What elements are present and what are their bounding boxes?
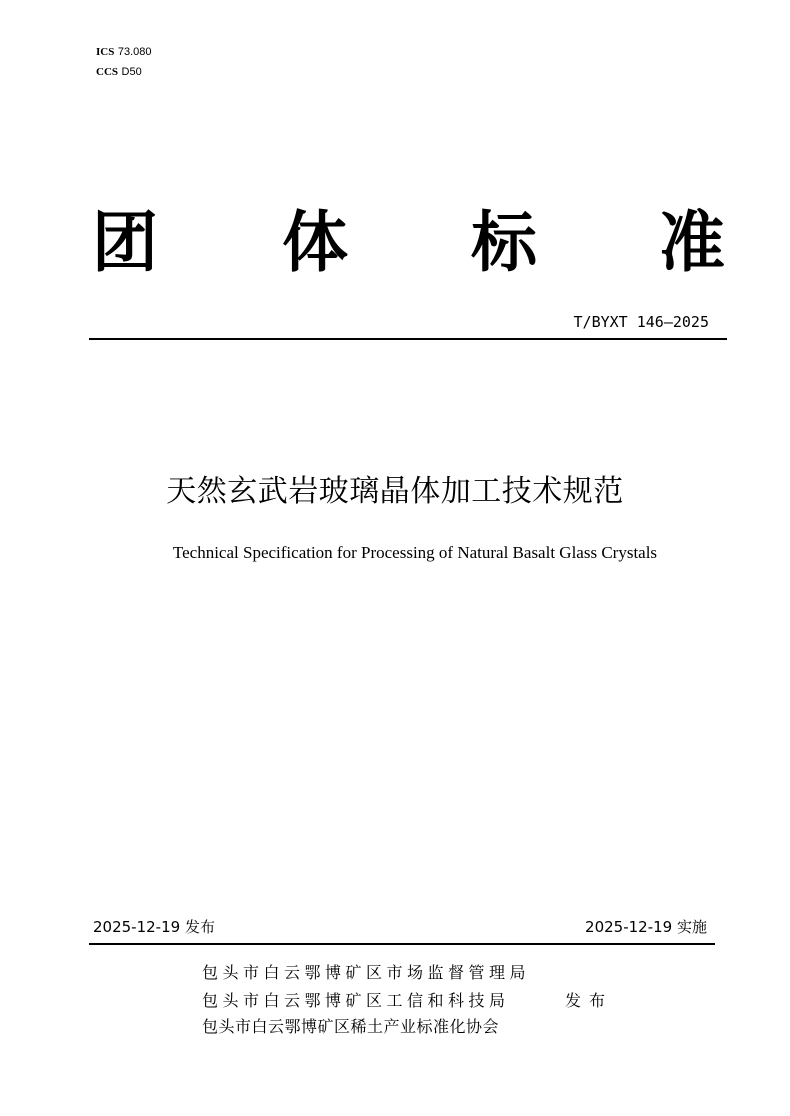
top-divider: [89, 338, 727, 340]
ics-label: ICS: [96, 46, 115, 58]
heading-char-1: 团: [92, 204, 158, 281]
heading-char-3: 标: [471, 204, 537, 281]
ics-code: [96, 44, 152, 60]
heading-char-4: 准: [659, 204, 725, 281]
publish-label: 发布: [565, 991, 614, 1010]
ccs-label: CCS: [96, 66, 119, 78]
ccs-code: [96, 64, 142, 80]
issuer-line-3: 包头市白云鄂博矿区稀土产业标准化协会: [202, 1017, 500, 1036]
bottom-divider: [89, 943, 715, 945]
heading-char-2: 体: [282, 204, 348, 281]
implement-date: 2025-12-19 实施: [585, 918, 707, 936]
ics-value: 73.080: [117, 46, 152, 58]
ccs-value: D50: [121, 66, 142, 78]
title-english: Technical Specification for Processing of Natural Basalt Glass Crystals: [172, 543, 658, 562]
title-chinese: 天然玄武岩玻璃晶体加工技术规范: [166, 474, 624, 509]
standard-code: T/BYXT 146—2025: [573, 313, 709, 331]
release-date: 2025-12-19 发布: [93, 918, 215, 936]
issuer-line-2: 包头市白云鄂博矿区工信和科技局: [202, 991, 510, 1010]
issuer-line-1: 包头市白云鄂博矿区市场监督管理局: [202, 963, 531, 982]
